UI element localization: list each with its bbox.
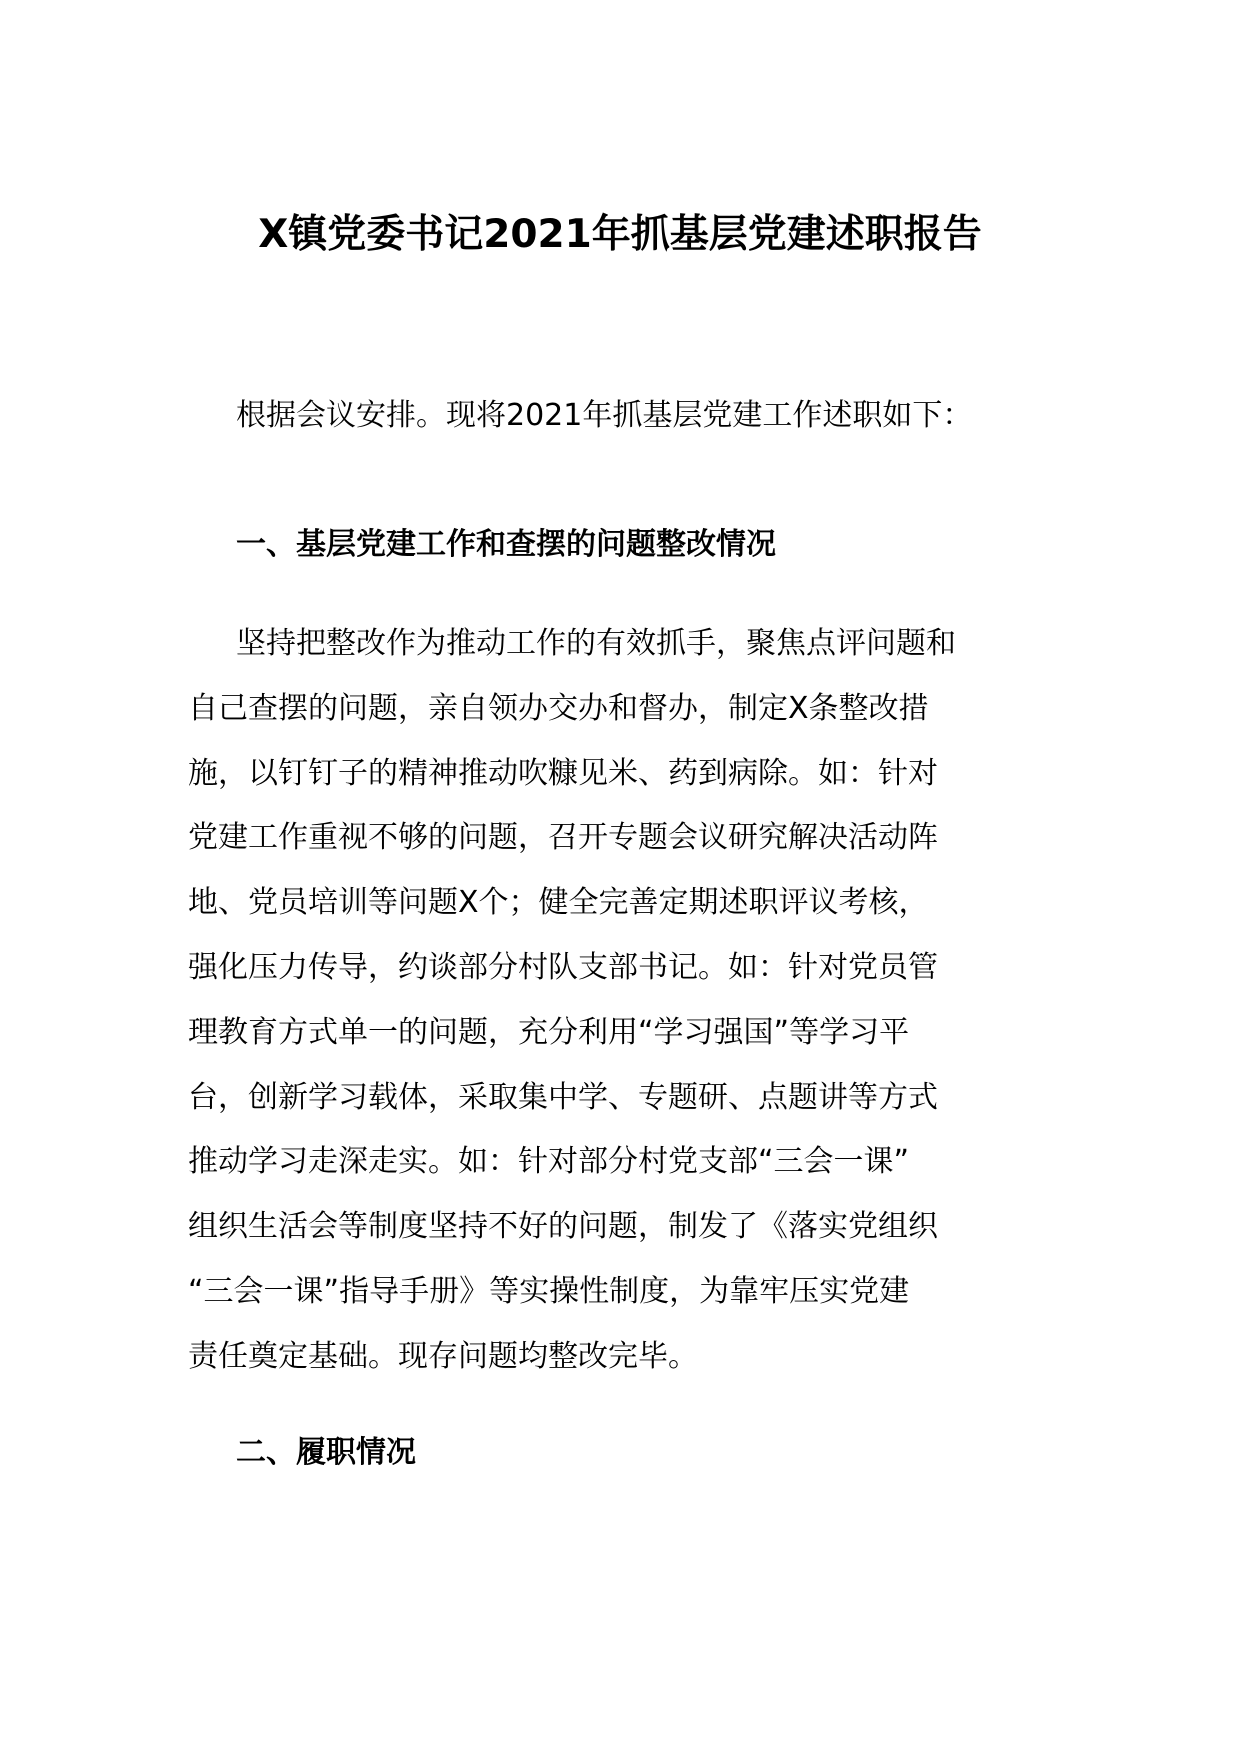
section-1-paragraph bbox=[188, 612, 1058, 1390]
paragraph-line: 地、党员培训等问题X个；健全完善定期述职评议考核， bbox=[188, 885, 929, 921]
document-title: X镇党委书记2021年抓基层党建述职报告 bbox=[258, 212, 982, 257]
paragraph-line: 党建工作重视不够的问题，召开专题会议研究解决活动阵 bbox=[188, 820, 938, 856]
paragraph-line: 强化压力传导，约谈部分村队支部书记。如：针对党员管 bbox=[188, 949, 938, 985]
intro-paragraph: 根据会议安排。现将2021年抓基层党建工作述职如下： bbox=[236, 398, 973, 433]
section-heading-1: 一、基层党建工作和查摆的问题整改情况 bbox=[236, 527, 776, 562]
paragraph-line: 组织生活会等制度坚持不好的问题，制发了《落实党组织 bbox=[188, 1209, 938, 1245]
paragraph-line: 台，创新学习载体，采取集中学、专题研、点题讲等方式 bbox=[188, 1079, 938, 1115]
paragraph-line: 自己查摆的问题，亲自领办交办和督办，制定X条整改措 bbox=[188, 690, 929, 726]
paragraph-line: 坚持把整改作为推动工作的有效抓手，聚焦点评问题和 bbox=[236, 626, 956, 661]
paragraph-line: 理教育方式单一的问题，充分利用“学习强国”等学习平 bbox=[188, 1014, 910, 1050]
paragraph-line: 推动学习走深走实。如：针对部分村党支部“三会一课” bbox=[188, 1144, 910, 1180]
paragraph-line: 责任奠定基础。现存问题均整改完毕。 bbox=[188, 1338, 698, 1374]
paragraph-line: 施，以钉钉子的精神推动吹糠见米、药到病除。如：针对 bbox=[188, 755, 938, 791]
section-heading-2: 二、履职情况 bbox=[236, 1435, 416, 1470]
paragraph-line: “三会一课”指导手册》等实操性制度，为靠牢压实党建 bbox=[188, 1273, 910, 1309]
